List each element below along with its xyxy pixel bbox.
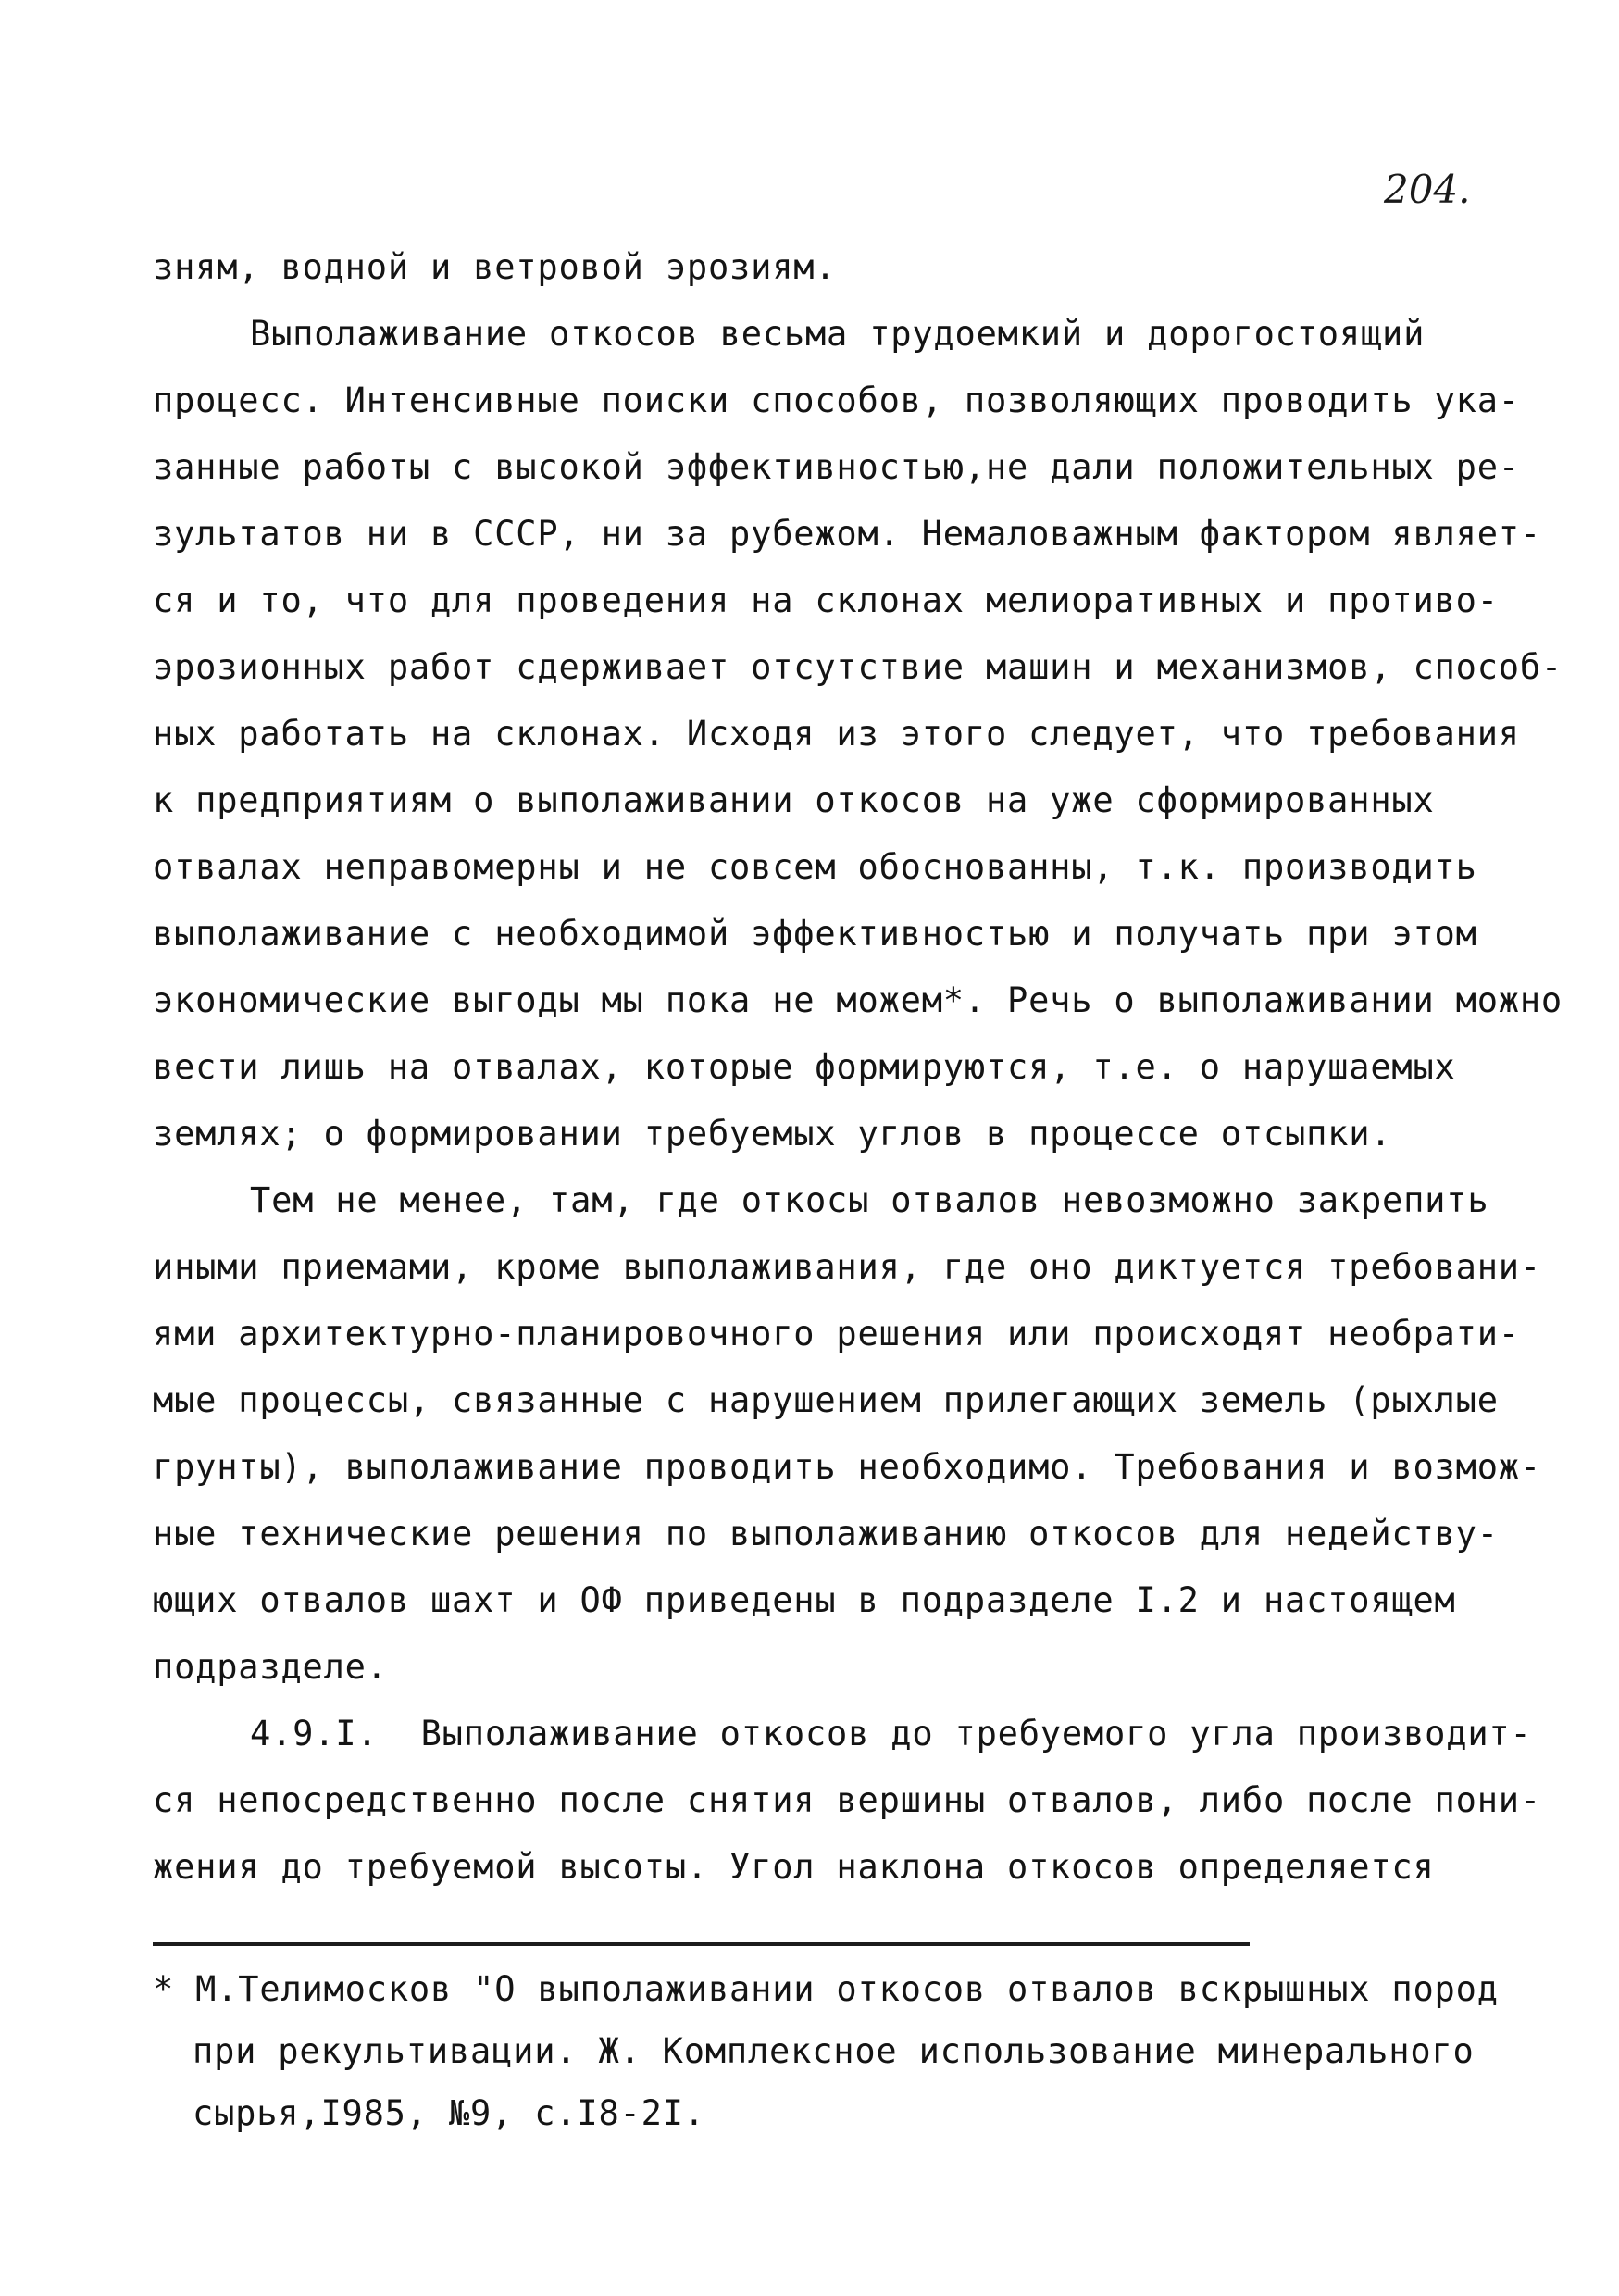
text-line: ющих отвалов шахт и ОФ приведены в подразделе I.2 и настоящем: [153, 1580, 1456, 1620]
text-line: Тем не менее, там, где откосы отвалов невозможно закрепить: [250, 1180, 1489, 1220]
text-line: ных работать на склонах. Исходя из этого следует, что требования: [153, 714, 1520, 754]
text-line: Выполаживание откосов весьма трудоемкий и дорогостоящий: [250, 314, 1426, 354]
text-line: подразделе.: [153, 1647, 388, 1687]
text-line: ся непосредственно после снятия вершины отвалов, либо после пони-: [153, 1780, 1541, 1820]
text-line: зням, водной и ветровой эрозиям.: [153, 247, 837, 287]
text-line: экономические выгоды мы пока не можем*. Речь о выполаживании можно: [153, 980, 1563, 1020]
text-line: к предприятиям о выполаживании откосов на уже сформированных: [153, 780, 1435, 820]
text-line: ся и то, что для проведения на склонах мелиоративных и противо-: [153, 580, 1499, 620]
text-line: грунты), выполаживание проводить необходимо. Требования и возмож-: [153, 1447, 1541, 1487]
text-line: процесс. Интенсивные поиски способов, позволяющих проводить ука-: [153, 381, 1520, 420]
text-line: ные технические решения по выполаживанию откосов для недейству-: [153, 1514, 1499, 1554]
text-line: вести лишь на отвалах, которые формируются, т.е. о нарушаемых: [153, 1047, 1456, 1087]
text-line: иными приемами, кроме выполаживания, где оно диктуется требовани-: [153, 1247, 1541, 1287]
text-line: мые процессы, связанные с нарушением прилегающих земель (рыхлые: [153, 1380, 1499, 1420]
footnote-line: * М.Телимосков "О выполаживании откосов отвалов вскрышных пород: [153, 1969, 1499, 2009]
footnote-divider: [153, 1942, 1250, 1946]
footnote-line: сырья,I985, №9, с.I8-2I.: [193, 2093, 705, 2133]
text-line: жения до требуемой высоты. Угол наклона откосов определяется: [153, 1847, 1435, 1887]
page-number: 204.: [1384, 167, 1471, 212]
text-line: ями архитектурно-планировочного решения или происходят необрати-: [153, 1314, 1520, 1354]
footnote-line: при рекультивации. Ж. Комплексное использование минерального: [193, 2031, 1475, 2071]
text-line: занные работы с высокой эффективностью,не дали положительных ре-: [153, 447, 1520, 487]
text-line: эрозионных работ сдерживает отсутствие машин и механизмов, способ-: [153, 647, 1563, 687]
text-line: зультатов ни в СССР, ни за рубежом. Немаловажным фактором являет-: [153, 514, 1541, 554]
text-line: землях; о формировании требуемых углов в процессе отсыпки.: [153, 1114, 1392, 1154]
text-line: выполаживание с необходимой эффективностью и получать при этом: [153, 914, 1477, 954]
text-line: 4.9.I. Выполаживание откосов до требуемого угла производит-: [250, 1714, 1532, 1753]
text-line: отвалах неправомерны и не совсем обоснованны, т.к. производить: [153, 847, 1477, 887]
